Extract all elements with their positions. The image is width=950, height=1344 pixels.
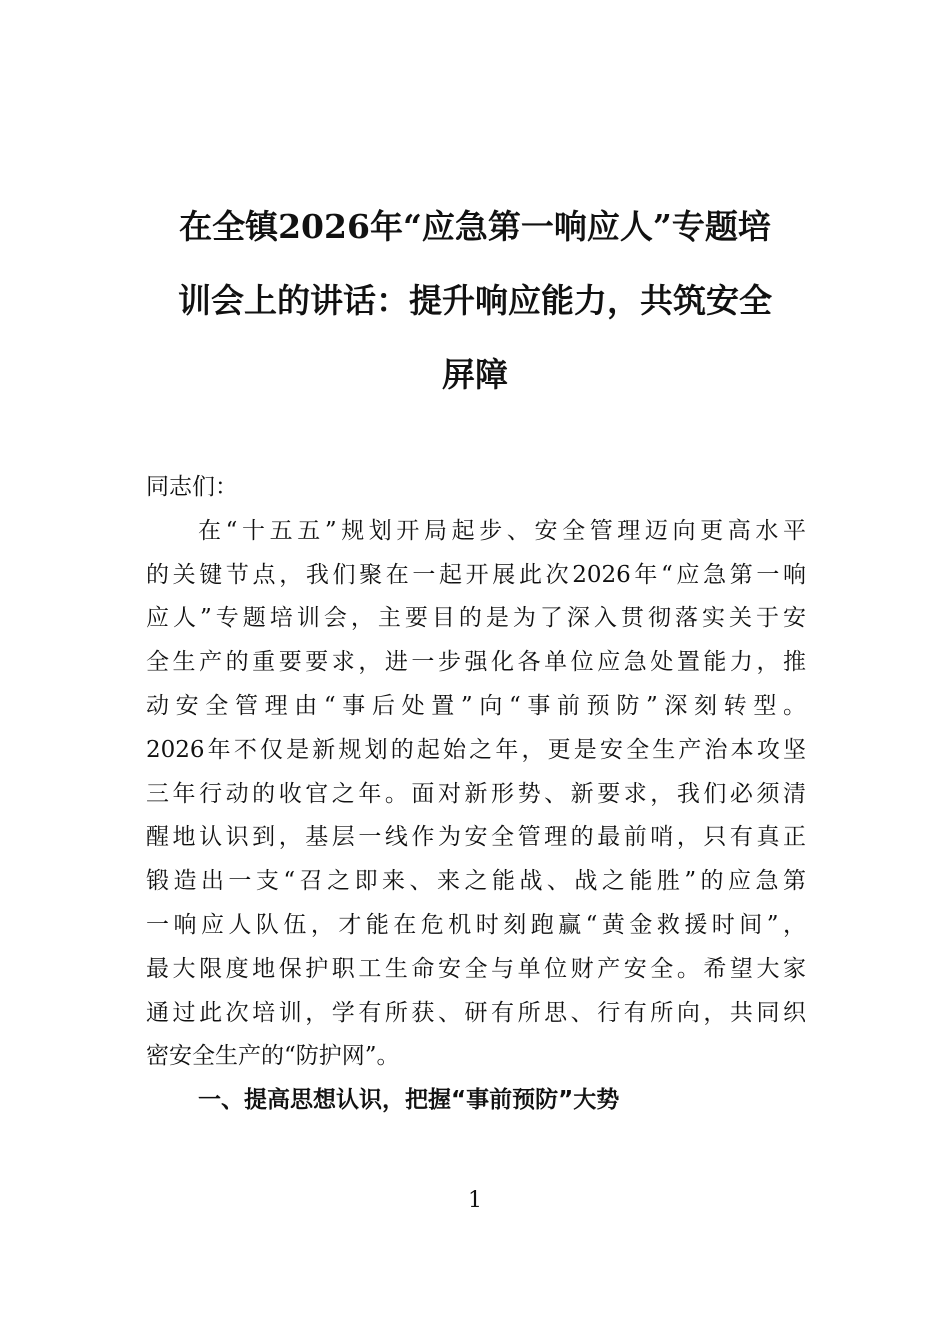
section-heading: 一、提高思想认识，把握“事前预防”大势 (198, 1087, 620, 1114)
paragraph-line: 2026年不仅是新规划的起始之年，更是安全生产治本攻坚 (146, 736, 806, 763)
salutation: 同志们： (146, 474, 238, 500)
paragraph-line: 通过此次培训，学有所获、研有所思、行有所向，共同织 (146, 999, 806, 1026)
paragraph-line: 一响应人队伍，才能在危机时刻跑赢“黄金救援时间”， (146, 911, 806, 938)
paragraph-line: 的关键节点，我们聚在一起开展此次2026年“应急第一响 (146, 561, 806, 588)
paragraph-line: 动安全管理由“事后处置”向“事前预防”深刻转型。 (146, 692, 806, 719)
paragraph-line: 在“十五五”规划开局起步、安全管理迈向更高水平 (198, 517, 806, 544)
paragraph-line: 密安全生产的“防护网”。 (146, 1043, 400, 1070)
document-title (120, 190, 830, 412)
paragraph-line: 应人”专题培训会，主要目的是为了深入贯彻落实关于安 (146, 605, 806, 632)
paragraph-line: 最大限度地保护职工生命安全与单位财产安全。希望大家 (146, 955, 806, 982)
title-line: 在全镇2026年“应急第一响应人”专题培 (179, 207, 771, 246)
document-body (146, 466, 806, 1123)
paragraph-line: 锻造出一支“召之即来、来之能战、战之能胜”的应急第 (146, 868, 806, 895)
paragraph-line: 醒地认识到，基层一线作为安全管理的最前哨，只有真正 (146, 824, 806, 851)
title-line: 屏障 (442, 355, 508, 394)
paragraph-line: 三年行动的收官之年。面对新形势、新要求，我们必须清 (146, 780, 806, 807)
page-number: 1 (468, 1188, 482, 1213)
opening-paragraph (146, 510, 806, 1079)
title-line: 训会上的讲话：提升响应能力，共筑安全 (178, 281, 772, 320)
paragraph-line: 全生产的重要要求，进一步强化各单位应急处置能力，推 (146, 649, 806, 676)
